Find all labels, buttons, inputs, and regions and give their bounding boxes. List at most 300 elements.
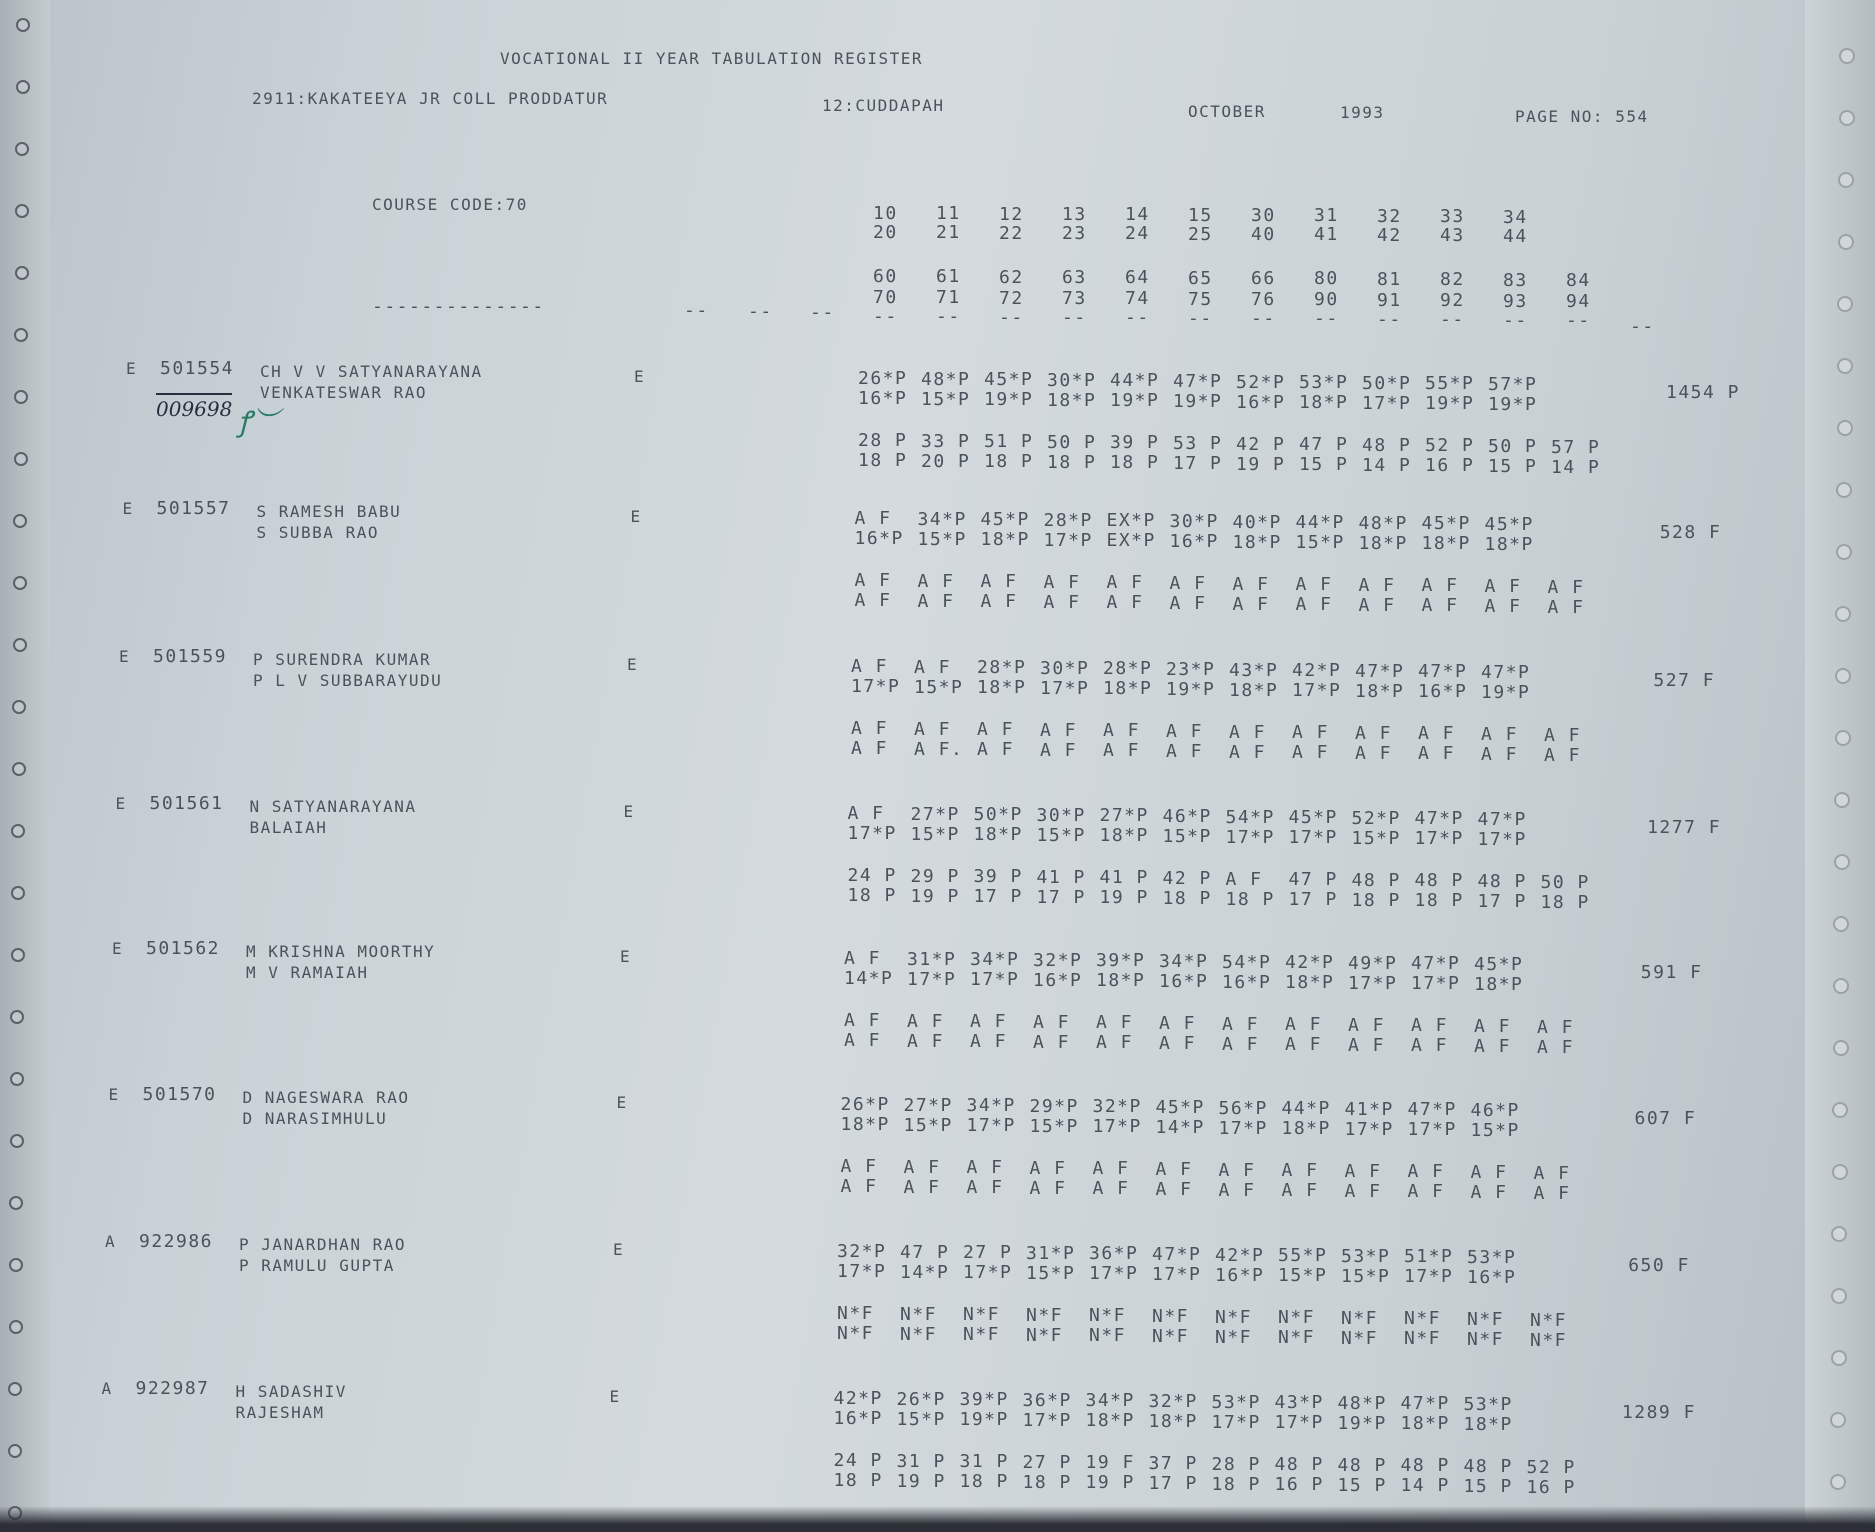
mark-cell: A F <box>1292 722 1330 744</box>
mark-cell: N*F <box>1530 1329 1568 1351</box>
column-code: 92 <box>1440 290 1465 312</box>
mark-cell: 45*P <box>1484 514 1534 535</box>
mark-cell: A F <box>1285 1034 1323 1056</box>
mark-cell: 55*P <box>1425 373 1475 395</box>
mark-cell: 53*P <box>1467 1247 1517 1268</box>
mark-cell: N*F <box>1341 1327 1379 1349</box>
mark-cell: A F <box>854 590 892 611</box>
exam-year: 1993 <box>1340 103 1385 122</box>
mark-cell: 15*P <box>914 676 964 698</box>
medium: E <box>630 507 642 526</box>
student-name: H SADASHIV <box>235 1382 347 1401</box>
column-code: 72 <box>999 287 1024 309</box>
mark-cell: 19 P <box>896 1470 946 1492</box>
mark-cell: 29 P <box>910 865 960 887</box>
mark-cell: A F <box>1029 1177 1067 1199</box>
left-tractor-strip <box>0 0 50 1532</box>
column-code: 82 <box>1440 269 1465 291</box>
column-code: 84 <box>1566 269 1591 291</box>
mark-cell: 18*P <box>1285 972 1335 994</box>
mark-cell: 18*P <box>1421 533 1471 555</box>
sprocket-hole <box>1838 234 1854 250</box>
mark-cell: 55*P <box>1278 1245 1328 1267</box>
mark-cell: 44*P <box>1281 1098 1331 1120</box>
mark-cell: A F <box>1537 1036 1575 1058</box>
column-code: 42 <box>1377 224 1402 246</box>
mark-cell: 18*P <box>1099 825 1149 847</box>
separator-dashes: -- <box>936 306 961 328</box>
mark-cell: 29*P <box>1029 1095 1079 1117</box>
mark-cell: N*F <box>1278 1307 1316 1329</box>
mark-cell: 15*P <box>1295 532 1345 554</box>
student-category: E <box>112 939 124 958</box>
mark-cell: 18 P <box>833 1470 883 1491</box>
total-marks: 1454 P <box>1666 382 1741 403</box>
mark-cell: 48*P <box>921 368 971 390</box>
mark-cell: 19*P <box>984 389 1034 411</box>
mark-cell: 17*P <box>1225 826 1275 848</box>
mark-cell: A F <box>1222 1013 1260 1035</box>
mark-cell: 48 P <box>1351 869 1401 891</box>
mark-cell: A F <box>970 1031 1008 1053</box>
mark-cell: 19*P <box>1337 1412 1387 1434</box>
sprocket-hole <box>10 1134 24 1148</box>
mark-cell: 47 P <box>900 1241 950 1263</box>
mark-cell: 17*P <box>1477 829 1527 850</box>
column-code: 63 <box>1062 267 1087 289</box>
mark-cell: 18*P <box>1096 970 1146 992</box>
mark-cell: 18 P <box>959 1471 1009 1493</box>
column-code: 80 <box>1314 268 1339 290</box>
mark-cell: 32*P <box>1148 1391 1198 1412</box>
mark-cell: A F <box>980 591 1018 613</box>
mark-cell: 19*P <box>1425 393 1475 415</box>
column-code: 33 <box>1440 206 1465 228</box>
mark-cell: 24 P <box>833 1450 883 1471</box>
mark-cell: A F <box>1470 1182 1508 1203</box>
ink-signature: ꝭ︶ <box>238 405 280 438</box>
mark-cell: 33 P <box>921 430 971 452</box>
mark-cell: 17*P <box>1414 828 1464 850</box>
mark-cell: 49*P <box>1348 952 1398 974</box>
mark-cell: A F <box>1358 574 1396 596</box>
mark-cell: 45*P <box>1155 1097 1205 1118</box>
sprocket-hole <box>15 142 29 156</box>
sprocket-hole <box>10 1010 24 1024</box>
column-code: 61 <box>936 266 961 288</box>
mark-cell: A F <box>1292 742 1330 764</box>
mark-cell: 18*P <box>1355 680 1405 702</box>
column-code: 25 <box>1188 223 1213 245</box>
mark-cell: N*F <box>1089 1305 1127 1327</box>
mark-cell: 18*P <box>1281 1118 1331 1140</box>
mark-cell: A F <box>1218 1159 1256 1181</box>
mark-cell: N*F <box>1152 1326 1190 1347</box>
mark-cell: 18 P <box>1225 888 1275 910</box>
sprocket-hole <box>13 514 27 528</box>
mark-cell: N*F <box>963 1324 1001 1346</box>
mark-cell: A F <box>1355 722 1393 744</box>
mark-cell: 18*P <box>1103 678 1153 700</box>
mark-cell: A F <box>847 803 885 824</box>
mark-cell: 20 P <box>921 450 971 472</box>
mark-cell: N*F <box>1215 1306 1253 1328</box>
mark-cell: 50*P <box>1362 372 1412 394</box>
mark-cell: A F <box>1155 1179 1193 1200</box>
mark-cell: 48 P <box>1400 1455 1450 1477</box>
mark-cell: 15*P <box>896 1408 946 1430</box>
mark-cell: A F <box>1229 741 1267 763</box>
column-code: 90 <box>1314 289 1339 311</box>
mark-cell: 42*P <box>1292 660 1342 682</box>
mark-cell: A F <box>1358 594 1396 616</box>
mark-cell: A F <box>1470 1162 1508 1183</box>
mark-cell: 31 P <box>896 1450 946 1472</box>
mark-cell: 44*P <box>1295 512 1345 534</box>
mark-cell: 18 P <box>984 451 1034 473</box>
mark-cell: 16*P <box>858 388 908 409</box>
mark-cell: A F <box>1411 1035 1449 1057</box>
sprocket-hole <box>14 390 28 404</box>
mark-cell: 17*P <box>1152 1264 1202 1285</box>
mark-cell: N*F <box>1467 1309 1505 1330</box>
total-marks: 1277 F <box>1647 817 1722 838</box>
mark-cell: A F <box>1344 1160 1382 1182</box>
mark-cell: 15 P <box>1488 456 1538 477</box>
sprocket-hole <box>1834 854 1850 870</box>
mark-cell: A F <box>1421 595 1459 617</box>
mark-cell: 23*P <box>1166 659 1216 680</box>
sprocket-hole <box>16 18 30 32</box>
mark-cell: 17*P <box>1292 680 1342 702</box>
mark-cell: A F <box>1295 594 1333 616</box>
mark-cell: 50 P <box>1047 431 1097 453</box>
mark-cell: 14 P <box>1551 456 1601 478</box>
student-name: S RAMESH BABU <box>256 502 402 521</box>
mark-cell: A F <box>840 1156 878 1177</box>
mark-cell: A F <box>1169 573 1207 594</box>
mark-cell: A F <box>1411 1015 1449 1037</box>
sprocket-hole <box>1832 1102 1848 1118</box>
mark-cell: 18 P <box>1022 1471 1072 1493</box>
total-marks: 650 F <box>1628 1255 1690 1276</box>
father-name: P RAMULU GUPTA <box>239 1256 395 1275</box>
mark-cell: 48 P <box>1274 1454 1324 1476</box>
mark-cell: A F <box>1169 593 1207 614</box>
sprocket-hole <box>13 576 27 590</box>
mark-cell: A F <box>1547 596 1585 618</box>
mark-cell: 28 P <box>858 430 908 451</box>
mark-cell: 47 P <box>1299 434 1349 456</box>
sprocket-hole <box>1837 358 1853 374</box>
separator-dashes: -- <box>873 306 898 327</box>
mark-cell: 42*P <box>1215 1244 1265 1266</box>
mark-cell: 16*P <box>1169 531 1219 552</box>
mark-cell: 27*P <box>910 803 960 825</box>
mark-cell: 50 P <box>1540 871 1590 893</box>
mark-cell: 26*P <box>840 1094 890 1115</box>
sprocket-hole <box>14 328 28 342</box>
mark-cell: 15*P <box>1470 1120 1520 1141</box>
mark-cell: EX*P <box>1106 530 1156 552</box>
mark-cell: A F <box>1418 723 1456 745</box>
column-code: 71 <box>936 287 961 309</box>
sprocket-hole <box>1830 1412 1846 1428</box>
mark-cell: 54*P <box>1222 951 1272 973</box>
separator-dashes: -- <box>1503 309 1528 331</box>
mark-cell: 16*P <box>1033 969 1083 991</box>
column-code: 60 <box>873 266 898 287</box>
mark-cell: 36*P <box>1022 1389 1072 1411</box>
column-code: 81 <box>1377 268 1402 290</box>
sprocket-hole <box>8 1444 22 1458</box>
mark-cell: 42*P <box>833 1388 883 1409</box>
mark-cell: 53*P <box>1211 1391 1261 1413</box>
registration-number: 501559 <box>153 646 228 667</box>
separator-dashes: -- <box>1566 309 1591 331</box>
mark-cell: 57*P <box>1488 374 1538 395</box>
mark-cell: 17 P <box>973 886 1023 908</box>
father-name: M V RAMAIAH <box>246 963 369 982</box>
mark-cell: A F <box>1092 1158 1130 1180</box>
mark-cell: 51 P <box>984 431 1034 453</box>
page-bottom-shadow <box>0 1506 1875 1532</box>
mark-cell: 15*P <box>921 388 971 410</box>
student-category: A <box>105 1232 117 1251</box>
separator-dashes: -- <box>1125 307 1150 329</box>
mark-cell: 17*P <box>1274 1412 1324 1434</box>
mark-cell: 43*P <box>1229 659 1279 681</box>
sprocket-hole <box>1833 916 1849 932</box>
mark-cell: A F <box>1407 1161 1445 1183</box>
mark-cell: 41*P <box>1344 1098 1394 1120</box>
mark-cell: N*F <box>837 1323 875 1344</box>
mark-cell: 16 P <box>1425 455 1475 477</box>
sprocket-hole <box>1832 1164 1848 1180</box>
sprocket-hole <box>1839 48 1855 64</box>
mark-cell: 17*P <box>1404 1266 1454 1288</box>
mark-cell: 19*P <box>1166 679 1216 700</box>
mark-cell: A F <box>977 739 1015 761</box>
mark-cell: 47*P <box>1418 661 1468 683</box>
sprocket-hole <box>1831 1350 1847 1366</box>
mark-cell: N*F <box>1530 1309 1568 1331</box>
column-code: 91 <box>1377 289 1402 311</box>
mark-cell: A F <box>844 1030 882 1051</box>
column-code: 62 <box>999 266 1024 288</box>
mark-cell: A F <box>1285 1014 1323 1036</box>
mark-cell: N*F <box>1278 1327 1316 1349</box>
mark-cell: 37 P <box>1148 1453 1198 1474</box>
mark-cell: 53 P <box>1173 433 1223 454</box>
mark-cell: A F <box>1474 1016 1512 1037</box>
mark-cell: 34*P <box>1159 951 1209 972</box>
mark-cell: 18 P <box>1351 889 1401 911</box>
exam-month: OCTOBER <box>1188 102 1266 121</box>
sprocket-hole <box>10 1072 24 1086</box>
mark-cell: 39*P <box>1096 950 1146 972</box>
mark-cell: 16*P <box>1222 971 1272 993</box>
column-code: 10 <box>873 203 898 224</box>
mark-cell: A F <box>844 948 882 969</box>
mark-cell: A F <box>1348 1034 1386 1056</box>
mark-cell: 18*P <box>1047 389 1097 411</box>
student-category: E <box>108 1085 120 1104</box>
column-code: 40 <box>1251 224 1276 246</box>
mark-cell: 18*P <box>840 1114 890 1135</box>
student-name: P SURENDRA KUMAR <box>253 650 432 669</box>
mark-cell: 52*P <box>1236 371 1286 393</box>
mark-cell: 34*P <box>970 949 1020 971</box>
sprocket-hole <box>9 1320 23 1334</box>
mark-cell: 47 P <box>1288 869 1338 891</box>
sprocket-hole <box>1835 730 1851 746</box>
father-name: D NARASIMHULU <box>242 1109 388 1128</box>
mark-cell: 53*P <box>1463 1394 1513 1415</box>
column-code: 44 <box>1503 225 1528 247</box>
column-code: 23 <box>1062 223 1087 245</box>
mark-cell: 19 P <box>910 885 960 907</box>
medium: E <box>620 947 632 966</box>
separator-dashes: -- <box>810 302 835 323</box>
mark-cell: 19*P <box>1110 390 1160 412</box>
mark-cell: A F <box>1166 721 1204 742</box>
sprocket-hole <box>11 824 25 838</box>
mark-cell: 47*P <box>1152 1244 1202 1265</box>
mark-cell: 19*P <box>959 1409 1009 1431</box>
column-code: 41 <box>1314 224 1339 246</box>
mark-cell: 14*P <box>1155 1117 1205 1138</box>
mark-cell: 31*P <box>1026 1242 1076 1264</box>
mark-cell: A F <box>1166 741 1204 762</box>
mark-cell: A F <box>1159 1013 1197 1034</box>
column-code: 64 <box>1125 267 1150 289</box>
registration-number: 501557 <box>156 498 231 519</box>
sprocket-hole <box>13 638 27 652</box>
mark-cell: A F <box>970 1011 1008 1033</box>
mark-cell: N*F <box>1152 1306 1190 1327</box>
separator-dashes: -- <box>1188 307 1213 329</box>
mark-cell: 27*P <box>1099 805 1149 827</box>
column-code: 20 <box>873 222 898 243</box>
mark-cell: 26*P <box>896 1388 946 1410</box>
mark-cell: 18*P <box>977 677 1027 699</box>
separator-dashes: -- <box>748 301 773 322</box>
mark-cell: 17*P <box>1022 1409 1072 1431</box>
column-code: 14 <box>1125 204 1150 226</box>
mark-cell: 30*P <box>1036 804 1086 826</box>
mark-cell: 42*P <box>1285 952 1335 974</box>
mark-cell: 15*P <box>1036 824 1086 846</box>
father-name: RAJESHAM <box>235 1403 325 1422</box>
separator-dashes: -- <box>1062 307 1087 329</box>
mark-cell: 18 P <box>1047 451 1097 473</box>
column-code: 43 <box>1440 225 1465 247</box>
mark-cell: 40*P <box>1232 511 1282 533</box>
separator-dashes: -- <box>1251 308 1276 330</box>
registration-number: 501570 <box>142 1084 217 1105</box>
mark-cell: A F <box>851 656 889 677</box>
mark-cell: 17 P <box>1173 453 1223 474</box>
mark-cell: 19 F <box>1085 1452 1135 1474</box>
student-category: A <box>101 1379 113 1398</box>
total-marks: 528 F <box>1659 522 1722 543</box>
mark-cell: A F <box>1029 1157 1067 1179</box>
mark-cell: 18 P <box>1414 890 1464 912</box>
mark-cell: A F <box>1229 721 1267 743</box>
mark-cell: A F <box>1155 1159 1193 1180</box>
mark-cell: A F <box>1218 1179 1256 1201</box>
column-code: 11 <box>936 203 961 225</box>
mark-cell: 53*P <box>1299 372 1349 394</box>
mark-cell: 34*P <box>966 1095 1016 1117</box>
mark-cell: A F <box>1544 724 1582 746</box>
mark-cell: 16*P <box>1467 1267 1517 1288</box>
mark-cell: 18 P <box>1540 891 1590 913</box>
mark-cell: A F <box>1344 1180 1382 1202</box>
course-code: COURSE CODE:70 <box>372 195 528 214</box>
mark-cell: 18*P <box>973 824 1023 846</box>
mark-cell: 45*P <box>1474 954 1524 975</box>
mark-cell: N*F <box>837 1303 875 1324</box>
mark-cell: 52*P <box>1351 807 1401 829</box>
mark-cell: 15*P <box>1278 1265 1328 1287</box>
mark-cell: 15*P <box>903 1114 953 1136</box>
mark-cell: 18*P <box>1148 1411 1198 1432</box>
mark-cell: 17*P <box>1407 1119 1457 1141</box>
mark-cell: A F <box>1092 1178 1130 1200</box>
mark-cell: 17*P <box>1040 677 1090 699</box>
mark-cell: 19 P <box>1099 887 1149 909</box>
right-tractor-strip <box>1805 0 1875 1532</box>
mark-cell: 16*P <box>854 528 904 549</box>
sprocket-hole <box>1836 544 1852 560</box>
mark-cell: A F <box>1106 592 1144 614</box>
mark-cell: 47*P <box>1400 1393 1450 1415</box>
mark-cell: 16*P <box>833 1408 883 1429</box>
mark-cell: A F <box>1407 1181 1445 1203</box>
student-name: P JANARDHAN RAO <box>239 1235 406 1254</box>
mark-cell: 18 P <box>1110 452 1160 474</box>
mark-cell: A F <box>1159 1033 1197 1054</box>
father-name: P L V SUBBARAYUDU <box>253 671 443 690</box>
mark-cell: 17*P <box>963 1262 1013 1284</box>
mark-cell: A F <box>1103 720 1141 742</box>
mark-cell: 17*P <box>907 968 957 990</box>
mark-cell: 14 P <box>1400 1475 1450 1497</box>
mark-cell: A F <box>1281 1160 1319 1182</box>
mark-cell: 15*P <box>1341 1265 1391 1287</box>
mark-cell: 16*P <box>1418 681 1468 703</box>
mark-cell: 41 P <box>1099 867 1149 889</box>
column-code: 83 <box>1503 269 1528 291</box>
mark-cell: 18 P <box>847 885 897 906</box>
mark-cell: 47*P <box>1173 371 1223 392</box>
mark-cell: EX*P <box>1106 510 1156 532</box>
column-code: 75 <box>1188 288 1213 310</box>
mark-cell: A F <box>907 1030 945 1052</box>
registration-number: 922987 <box>135 1378 210 1399</box>
column-code: 65 <box>1188 267 1213 289</box>
mark-cell: 18 P <box>1162 888 1212 909</box>
mark-cell: 28*P <box>1043 509 1093 531</box>
mark-cell: 28*P <box>1103 658 1153 680</box>
mark-cell: A F <box>914 718 952 740</box>
mark-cell: A F <box>1533 1162 1571 1184</box>
mark-cell: 51*P <box>1404 1246 1454 1268</box>
mark-cell: A F <box>966 1177 1004 1199</box>
mark-cell: 39 P <box>973 866 1023 888</box>
